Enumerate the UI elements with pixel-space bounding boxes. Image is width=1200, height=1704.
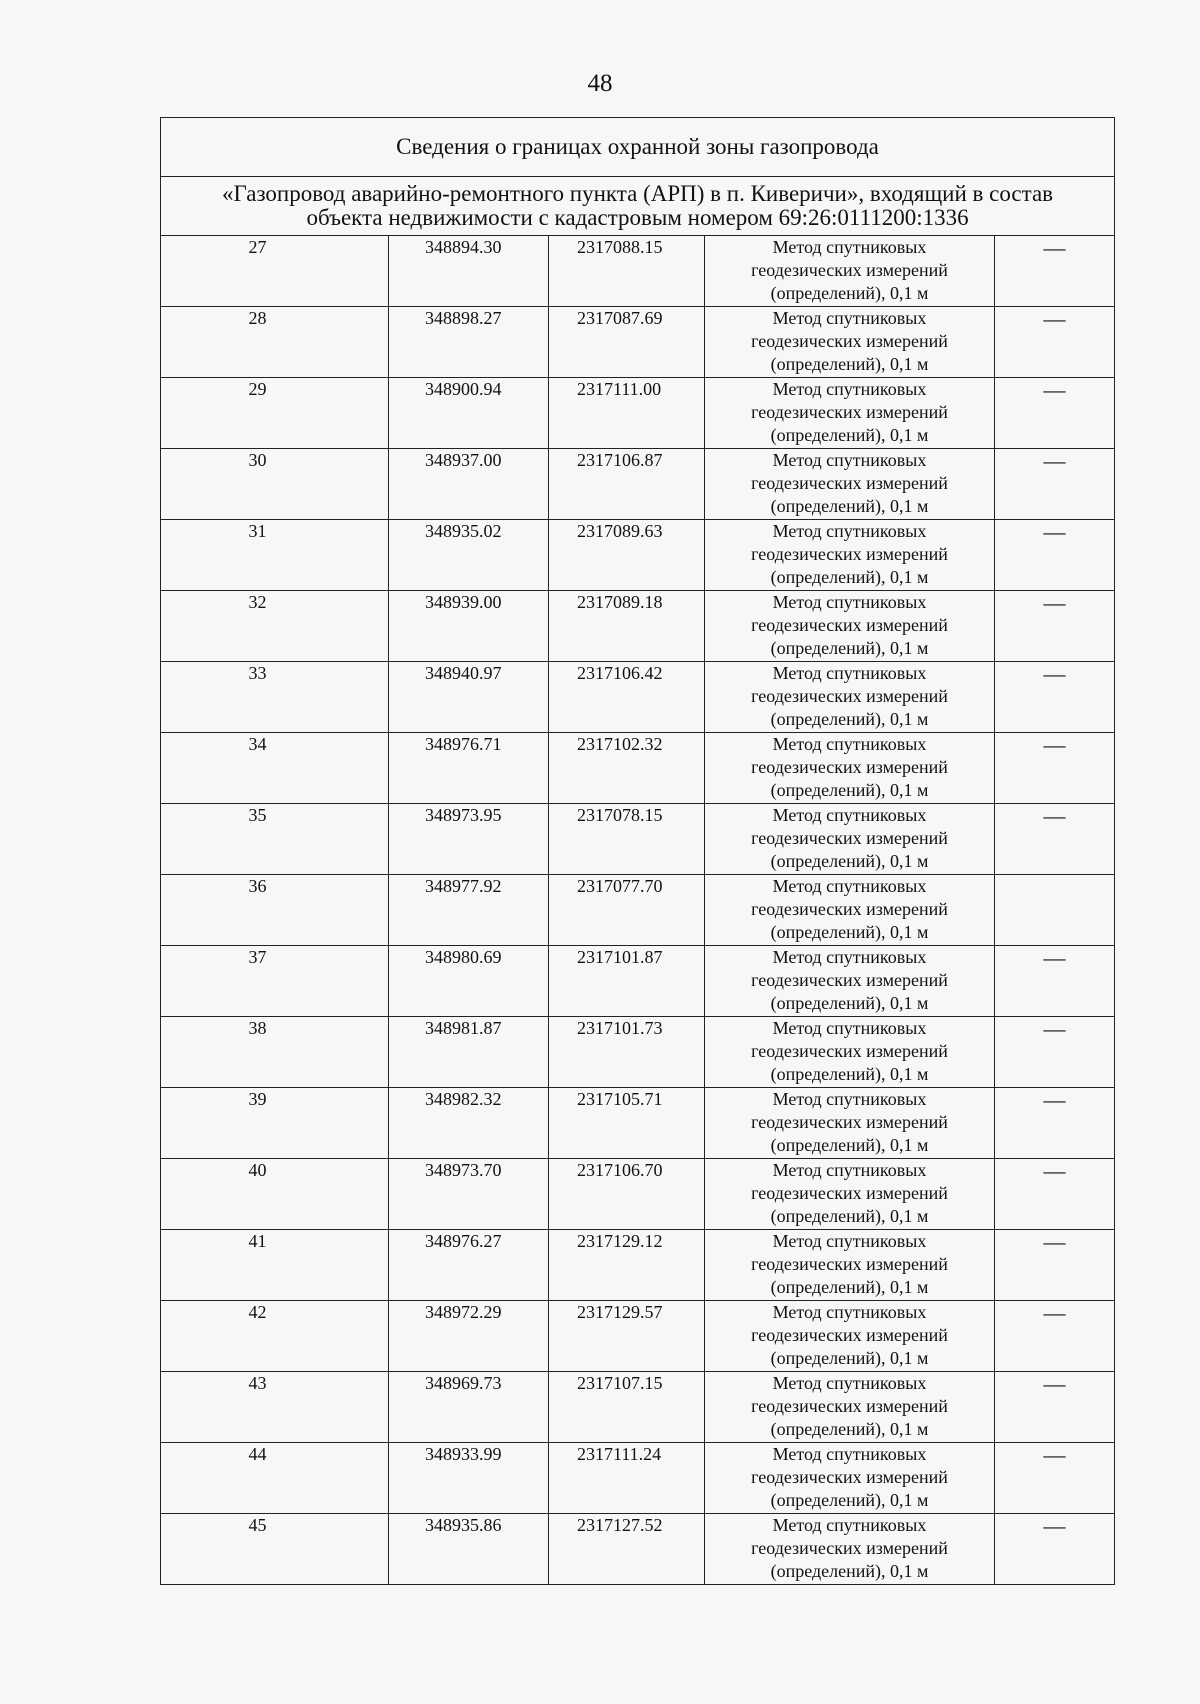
coordinate-y: 2317111.00 [549, 378, 705, 449]
coordinate-y: 2317087.69 [549, 307, 705, 378]
description-dash: — [995, 520, 1115, 591]
coordinate-y: 2317078.15 [549, 804, 705, 875]
table-row [161, 520, 1115, 591]
method-line-1: Метод спутниковых [772, 947, 927, 967]
method-line-1: Метод спутниковых [772, 734, 927, 754]
method-line-3: (определений), 0,1 м [770, 1348, 929, 1368]
coordinate-y: 2317107.15 [549, 1372, 705, 1443]
measurement-method [705, 591, 995, 662]
measurement-method [705, 1017, 995, 1088]
description-dash: — [995, 946, 1115, 1017]
method-line-3: (определений), 0,1 м [770, 1277, 929, 1297]
method-line-3: (определений), 0,1 м [770, 1206, 929, 1226]
measurement-method [705, 520, 995, 591]
coordinate-y: 2317089.18 [549, 591, 705, 662]
table-row [161, 875, 1115, 946]
table-row [161, 1372, 1115, 1443]
description-dash: — [995, 662, 1115, 733]
measurement-method [705, 1230, 995, 1301]
point-number: 29 [161, 378, 389, 449]
measurement-method [705, 307, 995, 378]
description-dash: — [995, 307, 1115, 378]
method-line-3: (определений), 0,1 м [770, 283, 929, 303]
method-line-2: геодезических измерений [751, 473, 948, 493]
coordinate-y: 2317105.71 [549, 1088, 705, 1159]
method-line-1: Метод спутниковых [772, 1302, 927, 1322]
coordinate-y: 2317101.87 [549, 946, 705, 1017]
coordinate-y: 2317089.63 [549, 520, 705, 591]
measurement-method [705, 946, 995, 1017]
method-line-1: Метод спутниковых [772, 1231, 927, 1251]
coordinate-x: 348935.02 [389, 520, 549, 591]
method-line-1: Метод спутниковых [772, 663, 927, 683]
point-number: 33 [161, 662, 389, 733]
coordinate-x: 348976.71 [389, 733, 549, 804]
description-dash: — [995, 1230, 1115, 1301]
table-row [161, 1017, 1115, 1088]
table-row [161, 804, 1115, 875]
point-number: 35 [161, 804, 389, 875]
point-number: 31 [161, 520, 389, 591]
point-number: 32 [161, 591, 389, 662]
description-dash: — [995, 1514, 1115, 1585]
description-dash: — [995, 378, 1115, 449]
table-row [161, 1159, 1115, 1230]
description-dash: — [995, 1301, 1115, 1372]
coordinate-x: 348973.95 [389, 804, 549, 875]
point-number: 42 [161, 1301, 389, 1372]
description-dash: — [995, 733, 1115, 804]
description-dash: — [995, 1372, 1115, 1443]
description-dash: — [995, 1443, 1115, 1514]
method-line-2: геодезических измерений [751, 1325, 948, 1345]
table-row [161, 1230, 1115, 1301]
coordinate-x: 348973.70 [389, 1159, 549, 1230]
measurement-method [705, 449, 995, 520]
point-number: 40 [161, 1159, 389, 1230]
table-subtitle [161, 177, 1115, 236]
point-number: 37 [161, 946, 389, 1017]
table-row [161, 236, 1115, 307]
method-line-2: геодезических измерений [751, 1538, 948, 1558]
method-line-1: Метод спутниковых [772, 876, 927, 896]
method-line-2: геодезических измерений [751, 899, 948, 919]
coordinate-x: 348894.30 [389, 236, 549, 307]
method-line-2: геодезических измерений [751, 260, 948, 280]
coordinate-y: 2317102.32 [549, 733, 705, 804]
coordinate-y: 2317106.70 [549, 1159, 705, 1230]
measurement-method [705, 875, 995, 946]
method-line-3: (определений), 0,1 м [770, 1135, 929, 1155]
method-line-1: Метод спутниковых [772, 1089, 927, 1109]
point-number: 34 [161, 733, 389, 804]
method-line-1: Метод спутниковых [772, 379, 927, 399]
description-dash: — [995, 804, 1115, 875]
point-number: 39 [161, 1088, 389, 1159]
coordinate-x: 348969.73 [389, 1372, 549, 1443]
coordinate-x: 348939.00 [389, 591, 549, 662]
coordinate-x: 348980.69 [389, 946, 549, 1017]
method-line-3: (определений), 0,1 м [770, 496, 929, 516]
method-line-3: (определений), 0,1 м [770, 354, 929, 374]
method-line-3: (определений), 0,1 м [770, 1064, 929, 1084]
page-number: 48 [587, 70, 613, 97]
method-line-3: (определений), 0,1 м [770, 709, 929, 729]
measurement-method [705, 236, 995, 307]
coordinate-x: 348900.94 [389, 378, 549, 449]
coordinate-y: 2317129.12 [549, 1230, 705, 1301]
coordinates-table [160, 117, 1115, 1585]
method-line-2: геодезических измерений [751, 1467, 948, 1487]
method-line-2: геодезических измерений [751, 1183, 948, 1203]
table-row [161, 591, 1115, 662]
method-line-3: (определений), 0,1 м [770, 425, 929, 445]
method-line-1: Метод спутниковых [772, 450, 927, 470]
coordinate-x: 348977.92 [389, 875, 549, 946]
measurement-method [705, 662, 995, 733]
point-number: 43 [161, 1372, 389, 1443]
description-dash: — [995, 449, 1115, 520]
coordinate-y: 2317077.70 [549, 875, 705, 946]
coordinate-x: 348976.27 [389, 1230, 549, 1301]
description-dash: — [995, 1159, 1115, 1230]
measurement-method [705, 1372, 995, 1443]
method-line-3: (определений), 0,1 м [770, 922, 929, 942]
point-number: 28 [161, 307, 389, 378]
table-row [161, 307, 1115, 378]
table-row [161, 1088, 1115, 1159]
point-number: 44 [161, 1443, 389, 1514]
subtitle-line-1: «Газопровод аварийно-ремонтного пункта (АРП) в п. Киверичи», входящий в состав [222, 181, 1054, 206]
coordinate-y: 2317111.24 [549, 1443, 705, 1514]
table-title-row [161, 118, 1115, 177]
coordinate-x: 348933.99 [389, 1443, 549, 1514]
table-row [161, 449, 1115, 520]
method-line-1: Метод спутниковых [772, 308, 927, 328]
measurement-method [705, 378, 995, 449]
measurement-method [705, 1443, 995, 1514]
coordinate-x: 348982.32 [389, 1088, 549, 1159]
point-number: 30 [161, 449, 389, 520]
coordinate-y: 2317088.15 [549, 236, 705, 307]
subtitle-line-2: объекта недвижимости с кадастровым номером 69:26:0111200:1336 [306, 205, 969, 230]
method-line-2: геодезических измерений [751, 1112, 948, 1132]
method-line-1: Метод спутниковых [772, 1444, 927, 1464]
method-line-3: (определений), 0,1 м [770, 780, 929, 800]
coordinate-y: 2317129.57 [549, 1301, 705, 1372]
measurement-method [705, 1301, 995, 1372]
table-title: Сведения о границах охранной зоны газопровода [161, 118, 1115, 177]
method-line-2: геодезических измерений [751, 1041, 948, 1061]
measurement-method [705, 733, 995, 804]
coordinate-y: 2317106.87 [549, 449, 705, 520]
description-dash: — [995, 1088, 1115, 1159]
method-line-1: Метод спутниковых [772, 805, 927, 825]
method-line-3: (определений), 0,1 м [770, 1419, 929, 1439]
point-number: 45 [161, 1514, 389, 1585]
method-line-2: геодезических измерений [751, 686, 948, 706]
method-line-2: геодезических измерений [751, 1254, 948, 1274]
table-row [161, 1443, 1115, 1514]
description-dash: — [995, 1017, 1115, 1088]
measurement-method [705, 1159, 995, 1230]
coordinate-x: 348940.97 [389, 662, 549, 733]
method-line-2: геодезических измерений [751, 331, 948, 351]
method-line-1: Метод спутниковых [772, 237, 927, 257]
measurement-method [705, 1088, 995, 1159]
coordinate-y: 2317106.42 [549, 662, 705, 733]
method-line-3: (определений), 0,1 м [770, 1561, 929, 1581]
table-row [161, 1514, 1115, 1585]
coordinate-x: 348972.29 [389, 1301, 549, 1372]
description-dash: — [995, 236, 1115, 307]
coordinate-x: 348935.86 [389, 1514, 549, 1585]
method-line-3: (определений), 0,1 м [770, 638, 929, 658]
method-line-2: геодезических измерений [751, 615, 948, 635]
method-line-2: геодезических измерений [751, 828, 948, 848]
point-number: 36 [161, 875, 389, 946]
method-line-2: геодезических измерений [751, 757, 948, 777]
table-row [161, 1301, 1115, 1372]
method-line-1: Метод спутниковых [772, 521, 927, 541]
method-line-2: геодезических измерений [751, 402, 948, 422]
coordinate-x: 348937.00 [389, 449, 549, 520]
point-number: 27 [161, 236, 389, 307]
method-line-1: Метод спутниковых [772, 1515, 927, 1535]
method-line-3: (определений), 0,1 м [770, 567, 929, 587]
method-line-1: Метод спутниковых [772, 592, 927, 612]
coordinate-x: 348898.27 [389, 307, 549, 378]
description-dash: — [995, 591, 1115, 662]
method-line-3: (определений), 0,1 м [770, 1490, 929, 1510]
method-line-3: (определений), 0,1 м [770, 851, 929, 871]
point-number: 38 [161, 1017, 389, 1088]
method-line-1: Метод спутниковых [772, 1160, 927, 1180]
measurement-method [705, 1514, 995, 1585]
coordinate-x: 348981.87 [389, 1017, 549, 1088]
method-line-2: геодезических измерений [751, 1396, 948, 1416]
method-line-2: геодезических измерений [751, 544, 948, 564]
coordinate-y: 2317127.52 [549, 1514, 705, 1585]
method-line-3: (определений), 0,1 м [770, 993, 929, 1013]
table-subtitle-row [161, 177, 1115, 236]
point-number: 41 [161, 1230, 389, 1301]
method-line-2: геодезических измерений [751, 970, 948, 990]
table-row [161, 946, 1115, 1017]
coordinate-y: 2317101.73 [549, 1017, 705, 1088]
table-row [161, 662, 1115, 733]
method-line-1: Метод спутниковых [772, 1373, 927, 1393]
table-row [161, 378, 1115, 449]
description-dash [995, 875, 1115, 946]
method-line-1: Метод спутниковых [772, 1018, 927, 1038]
measurement-method [705, 804, 995, 875]
table-row [161, 733, 1115, 804]
